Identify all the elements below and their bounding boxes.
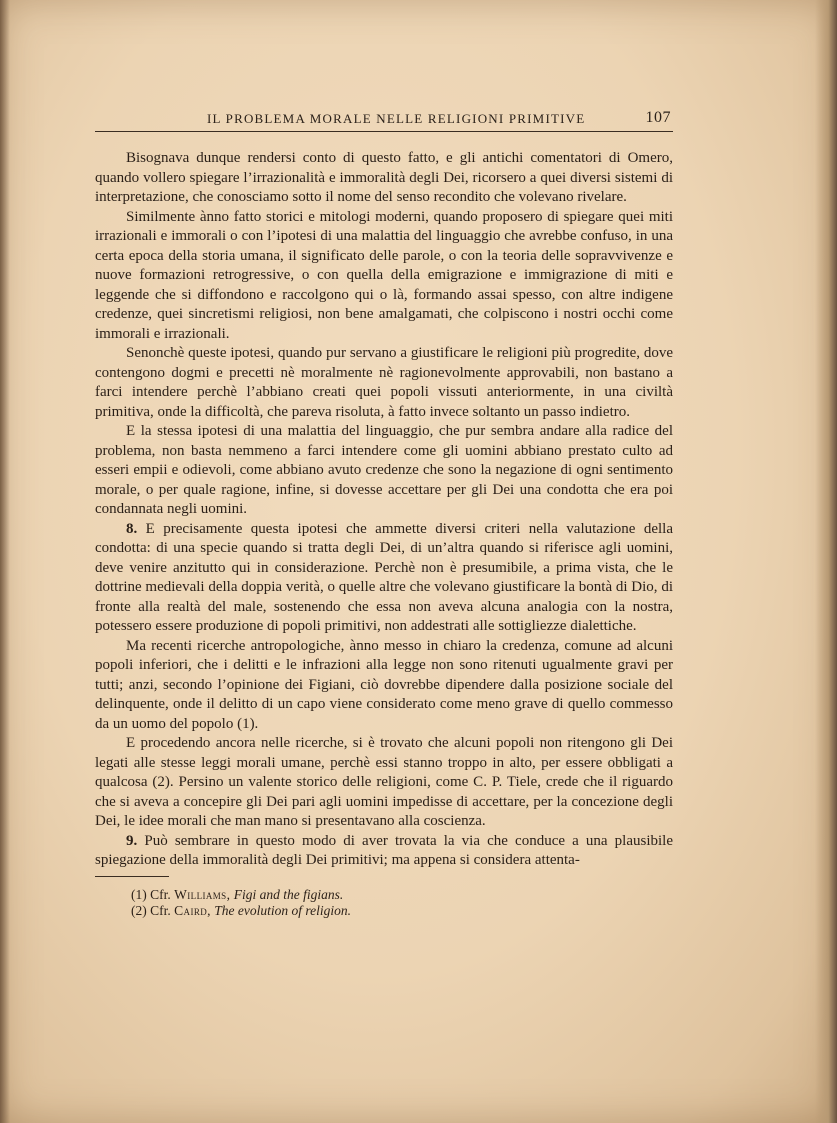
running-title: IL PROBLEMA MORALE NELLE RELIGIONI PRIMITIVE: [207, 111, 586, 126]
page-number: 107: [645, 109, 671, 126]
footnote-title: Figi and the figians.: [233, 887, 344, 902]
paragraph: E la stessa ipotesi di una malattia del linguaggio, che pur sembra andare alla radice del problema, non basta nemmeno a farci intendere come gli uomini abbiano prestato culto ad esseri empii e odievoli, come abbiano avuto credenze che sono la negazione di ogni sentimento morale, o per quale ragione, infine, si dovesse accettare per gli Dei una condotta che era poi condannata negli uomini.: [95, 423, 673, 517]
paragraph: Bisognava dunque rendersi conto di questo fatto, e gli antichi comentatori di Omero, quando vollero spiegare l’irrazionalità e immoralità degli Dei, ricorsero a quei diversi sistemi di interpretazione, che conosciamo sotto il nome del senso recondito che volevano rivelare.: [95, 150, 673, 205]
footnote-mark: (1): [131, 887, 147, 902]
paragraph: E procedendo ancora nelle ricerche, si è trovato che alcuni popoli non ritengono gli Dei legati alle stesse leggi morali umane, perchè essi stanno troppo in alto, per essere obbligati a qualcosa (2). Persino un valente storico delle religioni, come C. P. Tiele, crede che il riguardo che si aveva a concepire gli Dei pari agli uomini impedisse di accettare, per la concezione degli Dei, le idee morali che man mano si presentavano alla coscienza.: [95, 735, 673, 829]
header-rule: [95, 131, 673, 132]
footnote-author: Caird,: [174, 902, 211, 918]
paragraph: Similmente ànno fatto storici e mitologi moderni, quando proposero di spiegare quei miti irrazionali e immorali o con l’ipotesi di una malattia del linguaggio che avrebbe confuso, in una certa epoca della storia umana, il significato delle parole, o con la teoria delle sopravvivenze e nuove formazioni retrogressive, o con quella della emigrazione e immigrazione di miti e leggende che si diffondono e raccolgono qui o là, formando assai spesso, con altre indigene credenze, quei sincretismi religiosi, non bene amalgamati, che colpiscono i nostri occhi come immorali e irrazionali.: [95, 208, 673, 342]
body-text: [95, 149, 673, 871]
paragraph: Senonchè queste ipotesi, quando pur servano a giustificare le religioni più progredite, dove contengono dogmi e precetti nè moralmente nè ragionevolmente approvabili, non bastano a farci intendere perchè l’abbiano creati quei popoli vissuti anteriormente, in una civiltà primitiva, onde la difficoltà, che pareva risoluta, à fatto invece soltanto un passo indietro.: [95, 345, 673, 420]
section-number: 9.: [126, 832, 138, 849]
footnote-author: Williams,: [174, 887, 231, 902]
paragraph: 9. Può sembrare in questo modo di aver trovata la via che conduce a una plausibile spiegazione della immoralità degli Dei primitivi; ma appena si considera attenta-: [95, 832, 674, 868]
footnote-title: The evolution of religion.: [214, 902, 352, 918]
paragraph: 8. E precisamente questa ipotesi che ammette diversi criteri nella valutazione della condotta: di una specie quando si tratta degli Dei, di un’altra quando si riferisce agli uomini, deve venire anzitutto qui in considerazione. Perchè non è presumibile, a prima vista, che le dottrine medievali della doppia verità, o quelle altre che volevano giustificare la bontà di Dio, di fronte alla realtà del male, sostenendo che essa non aveva alcuna analogia con la nostra, potessero essere produzione di popoli primitivi, non addestrati alle sottigliezze dialettiche.: [95, 520, 673, 634]
section-number: 8.: [126, 520, 138, 537]
footnotes: [131, 887, 351, 918]
footnote-mark: (2): [131, 902, 147, 918]
page-right-edge: [815, 0, 837, 1123]
paragraph: Ma recenti ricerche antropologiche, ànno messo in chiaro la credenza, comune ad alcuni popoli inferiori, che i delitti e le infrazioni alla legge non sono ritenuti ugualmente gravi per tutti; anzi, secondo l’opinione dei Figiani, ciò dovrebbe dipendere dalla posizione sociale del delinquente, onde il delitto di un capo viene considerato come meno grave di quello commesso da un uomo del popolo (1).: [95, 637, 673, 732]
footnote-rule: [95, 876, 169, 877]
footnote: (2) Cfr. Caird, The evolution of religion.: [131, 902, 352, 918]
page-header: [95, 109, 673, 131]
page-left-edge: [0, 0, 10, 1123]
footnote: (1) Cfr. Williams, Figi and the figians.: [131, 887, 344, 902]
